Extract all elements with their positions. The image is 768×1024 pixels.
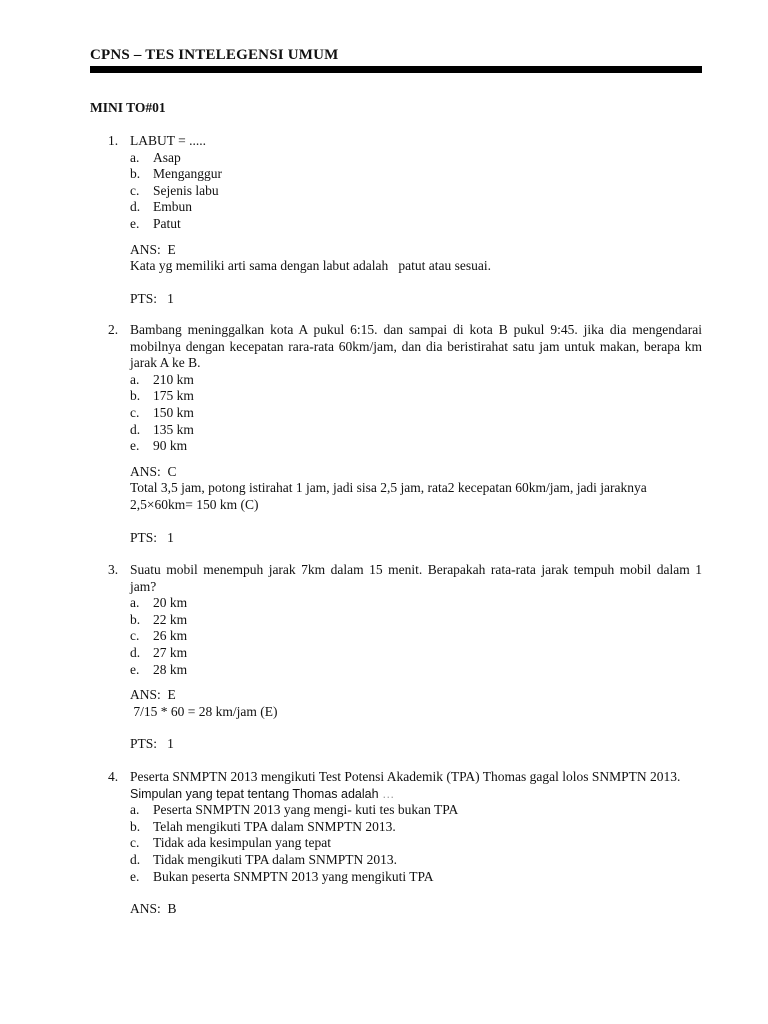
section-title: MINI TO#01 bbox=[90, 100, 166, 115]
page-header-title: CPNS – TES INTELEGENSI UMUM bbox=[90, 47, 339, 63]
option-item bbox=[108, 372, 702, 389]
answer-explanation: Total 3,5 jam, potong istirahat 1 jam, jadi sisa 2,5 jam, rata2 kecepatan 60km/jam, jadi jaraknya bbox=[130, 480, 647, 496]
option-text: Telah mengikuti TPA dalam SNMPTN 2013. bbox=[153, 818, 396, 834]
question-number: 2. bbox=[108, 322, 119, 337]
header-rule bbox=[90, 66, 702, 73]
question-4 bbox=[108, 769, 702, 918]
option-text: Sejenis labu bbox=[153, 182, 219, 198]
option-letter: d. bbox=[130, 421, 141, 437]
question-text: LABUT = ..... bbox=[130, 133, 206, 148]
question-number: 4. bbox=[108, 769, 119, 784]
option-item bbox=[108, 612, 702, 629]
option-text: 22 km bbox=[153, 611, 188, 627]
option-letter: d. bbox=[130, 644, 141, 660]
option-letter: e. bbox=[130, 215, 140, 231]
options-list bbox=[108, 802, 702, 885]
option-item bbox=[108, 405, 702, 422]
option-text: Asap bbox=[153, 149, 181, 165]
options-list bbox=[108, 150, 702, 233]
question-subtext-row bbox=[108, 786, 702, 803]
question-2 bbox=[108, 322, 702, 546]
option-item bbox=[108, 662, 702, 679]
option-item bbox=[108, 216, 702, 233]
option-text: Tidak mengikuti TPA dalam SNMPTN 2013. bbox=[153, 851, 398, 867]
option-letter: c. bbox=[130, 835, 140, 851]
option-text: Menganggur bbox=[153, 166, 222, 182]
option-text: Tidak ada kesimpulan yang tepat bbox=[153, 835, 331, 851]
option-text: Peserta SNMPTN 2013 yang mengi- kuti tes bukan TPA bbox=[153, 802, 459, 818]
option-text: 150 km bbox=[153, 404, 194, 420]
option-item bbox=[108, 802, 702, 819]
question-number: 1. bbox=[108, 133, 119, 148]
option-text: Bukan peserta SNMPTN 2013 yang mengikuti TPA bbox=[153, 868, 434, 884]
question-1 bbox=[108, 133, 702, 307]
option-letter: a. bbox=[130, 595, 140, 611]
option-text: 20 km bbox=[153, 595, 188, 611]
ellipsis-text: … bbox=[381, 786, 395, 801]
answer-block bbox=[108, 464, 702, 514]
option-letter: b. bbox=[130, 611, 141, 627]
answer-explanation: 7/15 * 60 = 28 km/jam (E) bbox=[130, 703, 278, 719]
option-letter: b. bbox=[130, 388, 141, 404]
question-text: Peserta SNMPTN 2013 mengikuti Test Potensi Akademik (TPA) Thomas gagal lolos SNMPTN 2013. bbox=[130, 769, 681, 784]
question-text: Bambang meninggalkan kota A pukul 6:15. dan sampai di kota B pukul 9:45. jika dia mengendarai mobilnya dengan kecepatan rara-rata 60km/jam, dan dia beristirahat satu jam untuk makan, berapa km jarak A ke B. bbox=[130, 322, 702, 371]
option-letter: e. bbox=[130, 868, 140, 884]
question-number: 3. bbox=[108, 562, 119, 577]
option-text: 26 km bbox=[153, 628, 188, 644]
option-item bbox=[108, 595, 702, 612]
option-letter: c. bbox=[130, 628, 140, 644]
option-letter: a. bbox=[130, 802, 140, 818]
option-text: 28 km bbox=[153, 661, 188, 677]
option-item bbox=[108, 150, 702, 167]
option-letter: d. bbox=[130, 851, 141, 867]
answer-label: ANS: E bbox=[130, 241, 176, 257]
answer-block bbox=[108, 901, 702, 918]
points-label: PTS: 1 bbox=[130, 736, 174, 752]
option-text: 27 km bbox=[153, 644, 188, 660]
answer-explanation: Kata yg memiliki arti sama dengan labut adalah patut atau sesuai. bbox=[130, 258, 492, 274]
option-item bbox=[108, 628, 702, 645]
answer-label: ANS: C bbox=[130, 463, 177, 479]
answer-block bbox=[108, 687, 702, 720]
option-item bbox=[108, 388, 702, 405]
option-item bbox=[108, 199, 702, 216]
answer-explanation: 2,5×60km= 150 km (C) bbox=[130, 496, 259, 512]
option-text: Embun bbox=[153, 199, 192, 215]
question-text: Suatu mobil menempuh jarak 7km dalam 15 menit. Berapakah rata-rata jarak tempuh mobil dalam 1 jam? bbox=[130, 562, 702, 594]
option-item bbox=[108, 166, 702, 183]
option-text: 90 km bbox=[153, 438, 188, 454]
option-text: 210 km bbox=[153, 371, 194, 387]
option-letter: e. bbox=[130, 438, 140, 454]
options-list bbox=[108, 372, 702, 455]
option-item bbox=[108, 819, 702, 836]
option-letter: a. bbox=[130, 371, 140, 387]
option-letter: a. bbox=[130, 149, 140, 165]
option-item bbox=[108, 852, 702, 869]
option-item bbox=[108, 183, 702, 200]
question-subtext: Simpulan yang tepat tentang Thomas adalah bbox=[130, 786, 379, 801]
option-letter: b. bbox=[130, 818, 141, 834]
option-item bbox=[108, 438, 702, 455]
option-letter: e. bbox=[130, 661, 140, 677]
answer-label: ANS: B bbox=[130, 901, 177, 917]
points-label: PTS: 1 bbox=[130, 529, 174, 545]
answer-label: ANS: E bbox=[130, 687, 176, 703]
answer-block bbox=[108, 242, 702, 275]
question-3 bbox=[108, 562, 702, 753]
points-label: PTS: 1 bbox=[130, 290, 174, 306]
option-letter: c. bbox=[130, 404, 140, 420]
option-letter: d. bbox=[130, 199, 141, 215]
option-item bbox=[108, 869, 702, 886]
option-letter: b. bbox=[130, 166, 141, 182]
options-list bbox=[108, 595, 702, 678]
option-item bbox=[108, 422, 702, 439]
option-item bbox=[108, 835, 702, 852]
option-letter: c. bbox=[130, 182, 140, 198]
option-item bbox=[108, 645, 702, 662]
option-text: 135 km bbox=[153, 421, 194, 437]
option-text: 175 km bbox=[153, 388, 194, 404]
option-text: Patut bbox=[153, 215, 181, 231]
